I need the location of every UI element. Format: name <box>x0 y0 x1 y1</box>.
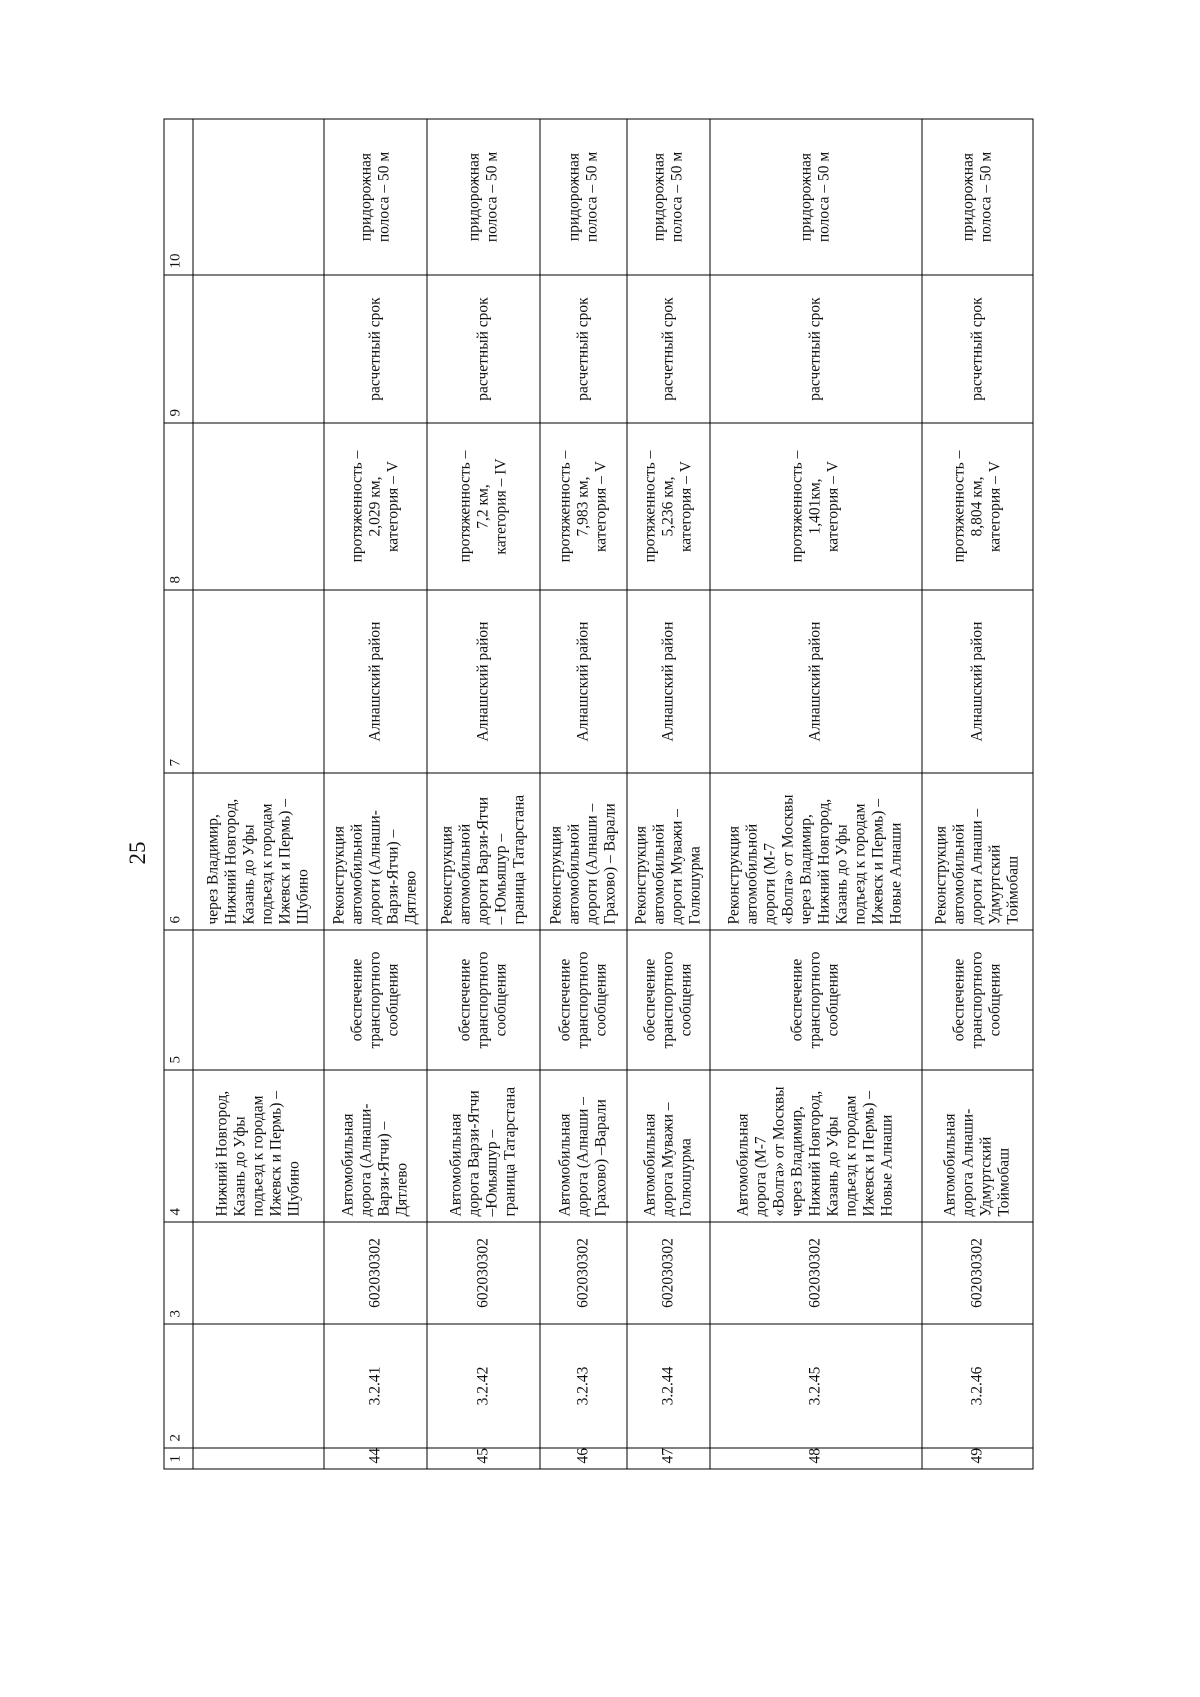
cell-code: 3.2.44 <box>627 1324 710 1448</box>
continuation-row <box>193 119 324 1469</box>
cell-oktmo: 602030302 <box>627 1222 710 1324</box>
cell-zone <box>193 119 324 275</box>
cell-purpose: обеспечение транспортного сообщения <box>540 930 627 1070</box>
cell-code: 3.2.45 <box>710 1324 922 1448</box>
cell-term: расчетный срок <box>540 275 627 423</box>
cell-params: протяженность – 1,401км, категория – V <box>710 423 922 590</box>
cell-location: Алнашский район <box>627 590 710 773</box>
cell-zone: придорожная полоса – 50 м <box>922 119 1033 275</box>
cell-term: расчетный срок <box>922 275 1033 423</box>
cell-term: расчетный срок <box>427 275 540 423</box>
cell-oktmo <box>193 1222 324 1324</box>
cell-location: Алнашский район <box>324 590 427 773</box>
cell-term: расчетный срок <box>324 275 427 423</box>
cell-object: Автомобильная дорога Алнаши- Удмуртский Тоймобаш <box>922 1070 1033 1222</box>
cell-code: 3.2.46 <box>922 1324 1033 1448</box>
column-number: 4 <box>164 1070 193 1222</box>
cell-object: Автомобильная дорога (М-7 «Волга» от Москвы через Владимир, Нижний Новгород, Казань до Уфы подъезд к городам Ижевск и Пермь) – Новые Алнаши <box>710 1070 922 1222</box>
column-number: 9 <box>164 275 193 423</box>
table-row <box>324 119 427 1469</box>
cell-zone: придорожная полоса – 50 м <box>540 119 627 275</box>
cell-n: 47 <box>627 1448 710 1469</box>
cell-term: расчетный срок <box>710 275 922 423</box>
cell-n: 48 <box>710 1448 922 1469</box>
cell-purpose: обеспечение транспортного сообщения <box>922 930 1033 1070</box>
page-number: 25 <box>125 841 150 865</box>
cell-params: протяженность – 8,804 км, категория – V <box>922 423 1033 590</box>
cell-oktmo: 602030302 <box>922 1222 1033 1324</box>
cell-location: Алнашский район <box>427 590 540 773</box>
cell-n: 46 <box>540 1448 627 1469</box>
cell-location: Алнашский район <box>710 590 922 773</box>
cell-object: Автомобильная дорога Муважи – Голюшурма <box>627 1070 710 1222</box>
cell-measure: Реконструкция автомобильной дороги (Алнаши – Грахово) – Варали <box>540 773 627 930</box>
cell-purpose: обеспечение транспортного сообщения <box>710 930 922 1070</box>
cell-zone: придорожная полоса – 50 м <box>710 119 922 275</box>
cell-params: протяженность – 2,029 км, категория – V <box>324 423 427 590</box>
cell-measure: Реконструкция автомобильной дороги Алнаши – Удмуртский Тоймобаш <box>922 773 1033 930</box>
cell-measure: Реконструкция автомобильной дороги Муважи – Голюшурма <box>627 773 710 930</box>
cell-zone: придорожная полоса – 50 м <box>627 119 710 275</box>
cell-params: протяженность – 7,983 км, категория – V <box>540 423 627 590</box>
cell-oktmo: 602030302 <box>710 1222 922 1324</box>
cell-code: 3.2.41 <box>324 1324 427 1448</box>
table-row <box>540 119 627 1469</box>
cell-n: 49 <box>922 1448 1033 1469</box>
cell-location: Алнашский район <box>922 590 1033 773</box>
cell-oktmo: 602030302 <box>540 1222 627 1324</box>
column-number: 10 <box>164 119 193 275</box>
cell-params: протяженность – 5,236 км, категория – V <box>627 423 710 590</box>
cell-code <box>193 1324 324 1448</box>
cell-measure: Реконструкция автомобильной дороги Варзи-Ятчи – Юмьяшур – граница Татарстана <box>427 773 540 930</box>
cell-object: Автомобильная дорога Варзи-Ятчи –Юмьяшур – граница Татарстана <box>427 1070 540 1222</box>
cell-params: протяженность – 7,2 км, категория – IV <box>427 423 540 590</box>
table-row <box>427 119 540 1469</box>
column-number: 5 <box>164 930 193 1070</box>
table-row <box>627 119 710 1469</box>
column-number: 6 <box>164 773 193 930</box>
cell-zone: придорожная полоса – 50 м <box>324 119 427 275</box>
cell-measure: Реконструкция автомобильной дороги (М-7 «Волга» от Москвы через Владимир, Нижний Новгород, Казань до Уфы подъезд к городам Ижевск и Пермь) – Новые Алнаши <box>710 773 922 930</box>
cell-purpose: обеспечение транспортного сообщения <box>324 930 427 1070</box>
cell-n: 44 <box>324 1448 427 1469</box>
cell-location <box>193 590 324 773</box>
cell-object: Нижний Новгород, Казань до Уфы подъезд к городам Ижевск и Пермь) – Шубино <box>193 1070 324 1222</box>
column-number: 8 <box>164 423 193 590</box>
cell-oktmo: 602030302 <box>427 1222 540 1324</box>
cell-location: Алнашский район <box>540 590 627 773</box>
objects-table <box>164 119 1034 1470</box>
column-number-row <box>164 119 193 1469</box>
cell-zone: придорожная полоса – 50 м <box>427 119 540 275</box>
column-number: 1 <box>164 1448 193 1469</box>
cell-object: Автомобильная дорога (Алнаши – Грахово) –Варали <box>540 1070 627 1222</box>
cell-term <box>193 275 324 423</box>
cell-n: 45 <box>427 1448 540 1469</box>
cell-code: 3.2.42 <box>427 1324 540 1448</box>
cell-purpose: обеспечение транспортного сообщения <box>627 930 710 1070</box>
cell-object: Автомобильная дорога (Алнаши- Варзи-Ятчи) – Дятлево <box>324 1070 427 1222</box>
cell-code: 3.2.43 <box>540 1324 627 1448</box>
cell-oktmo: 602030302 <box>324 1222 427 1324</box>
cell-purpose: обеспечение транспортного сообщения <box>427 930 540 1070</box>
cell-measure: Реконструкция автомобильной дороги (Алнаши- Варзи-Ятчи) – Дятлево <box>324 773 427 930</box>
rotated-page-content <box>1 0 1200 1697</box>
cell-term: расчетный срок <box>627 275 710 423</box>
cell-n <box>193 1448 324 1469</box>
cell-measure: через Владимир, Нижний Новгород, Казань до Уфы подъезд к городам Ижевск и Пермь) – Шубино <box>193 773 324 930</box>
table-row <box>710 119 922 1469</box>
column-number: 2 <box>164 1324 193 1448</box>
column-number: 7 <box>164 590 193 773</box>
cell-params <box>193 423 324 590</box>
cell-purpose <box>193 930 324 1070</box>
column-number: 3 <box>164 1222 193 1324</box>
table-row <box>922 119 1033 1469</box>
